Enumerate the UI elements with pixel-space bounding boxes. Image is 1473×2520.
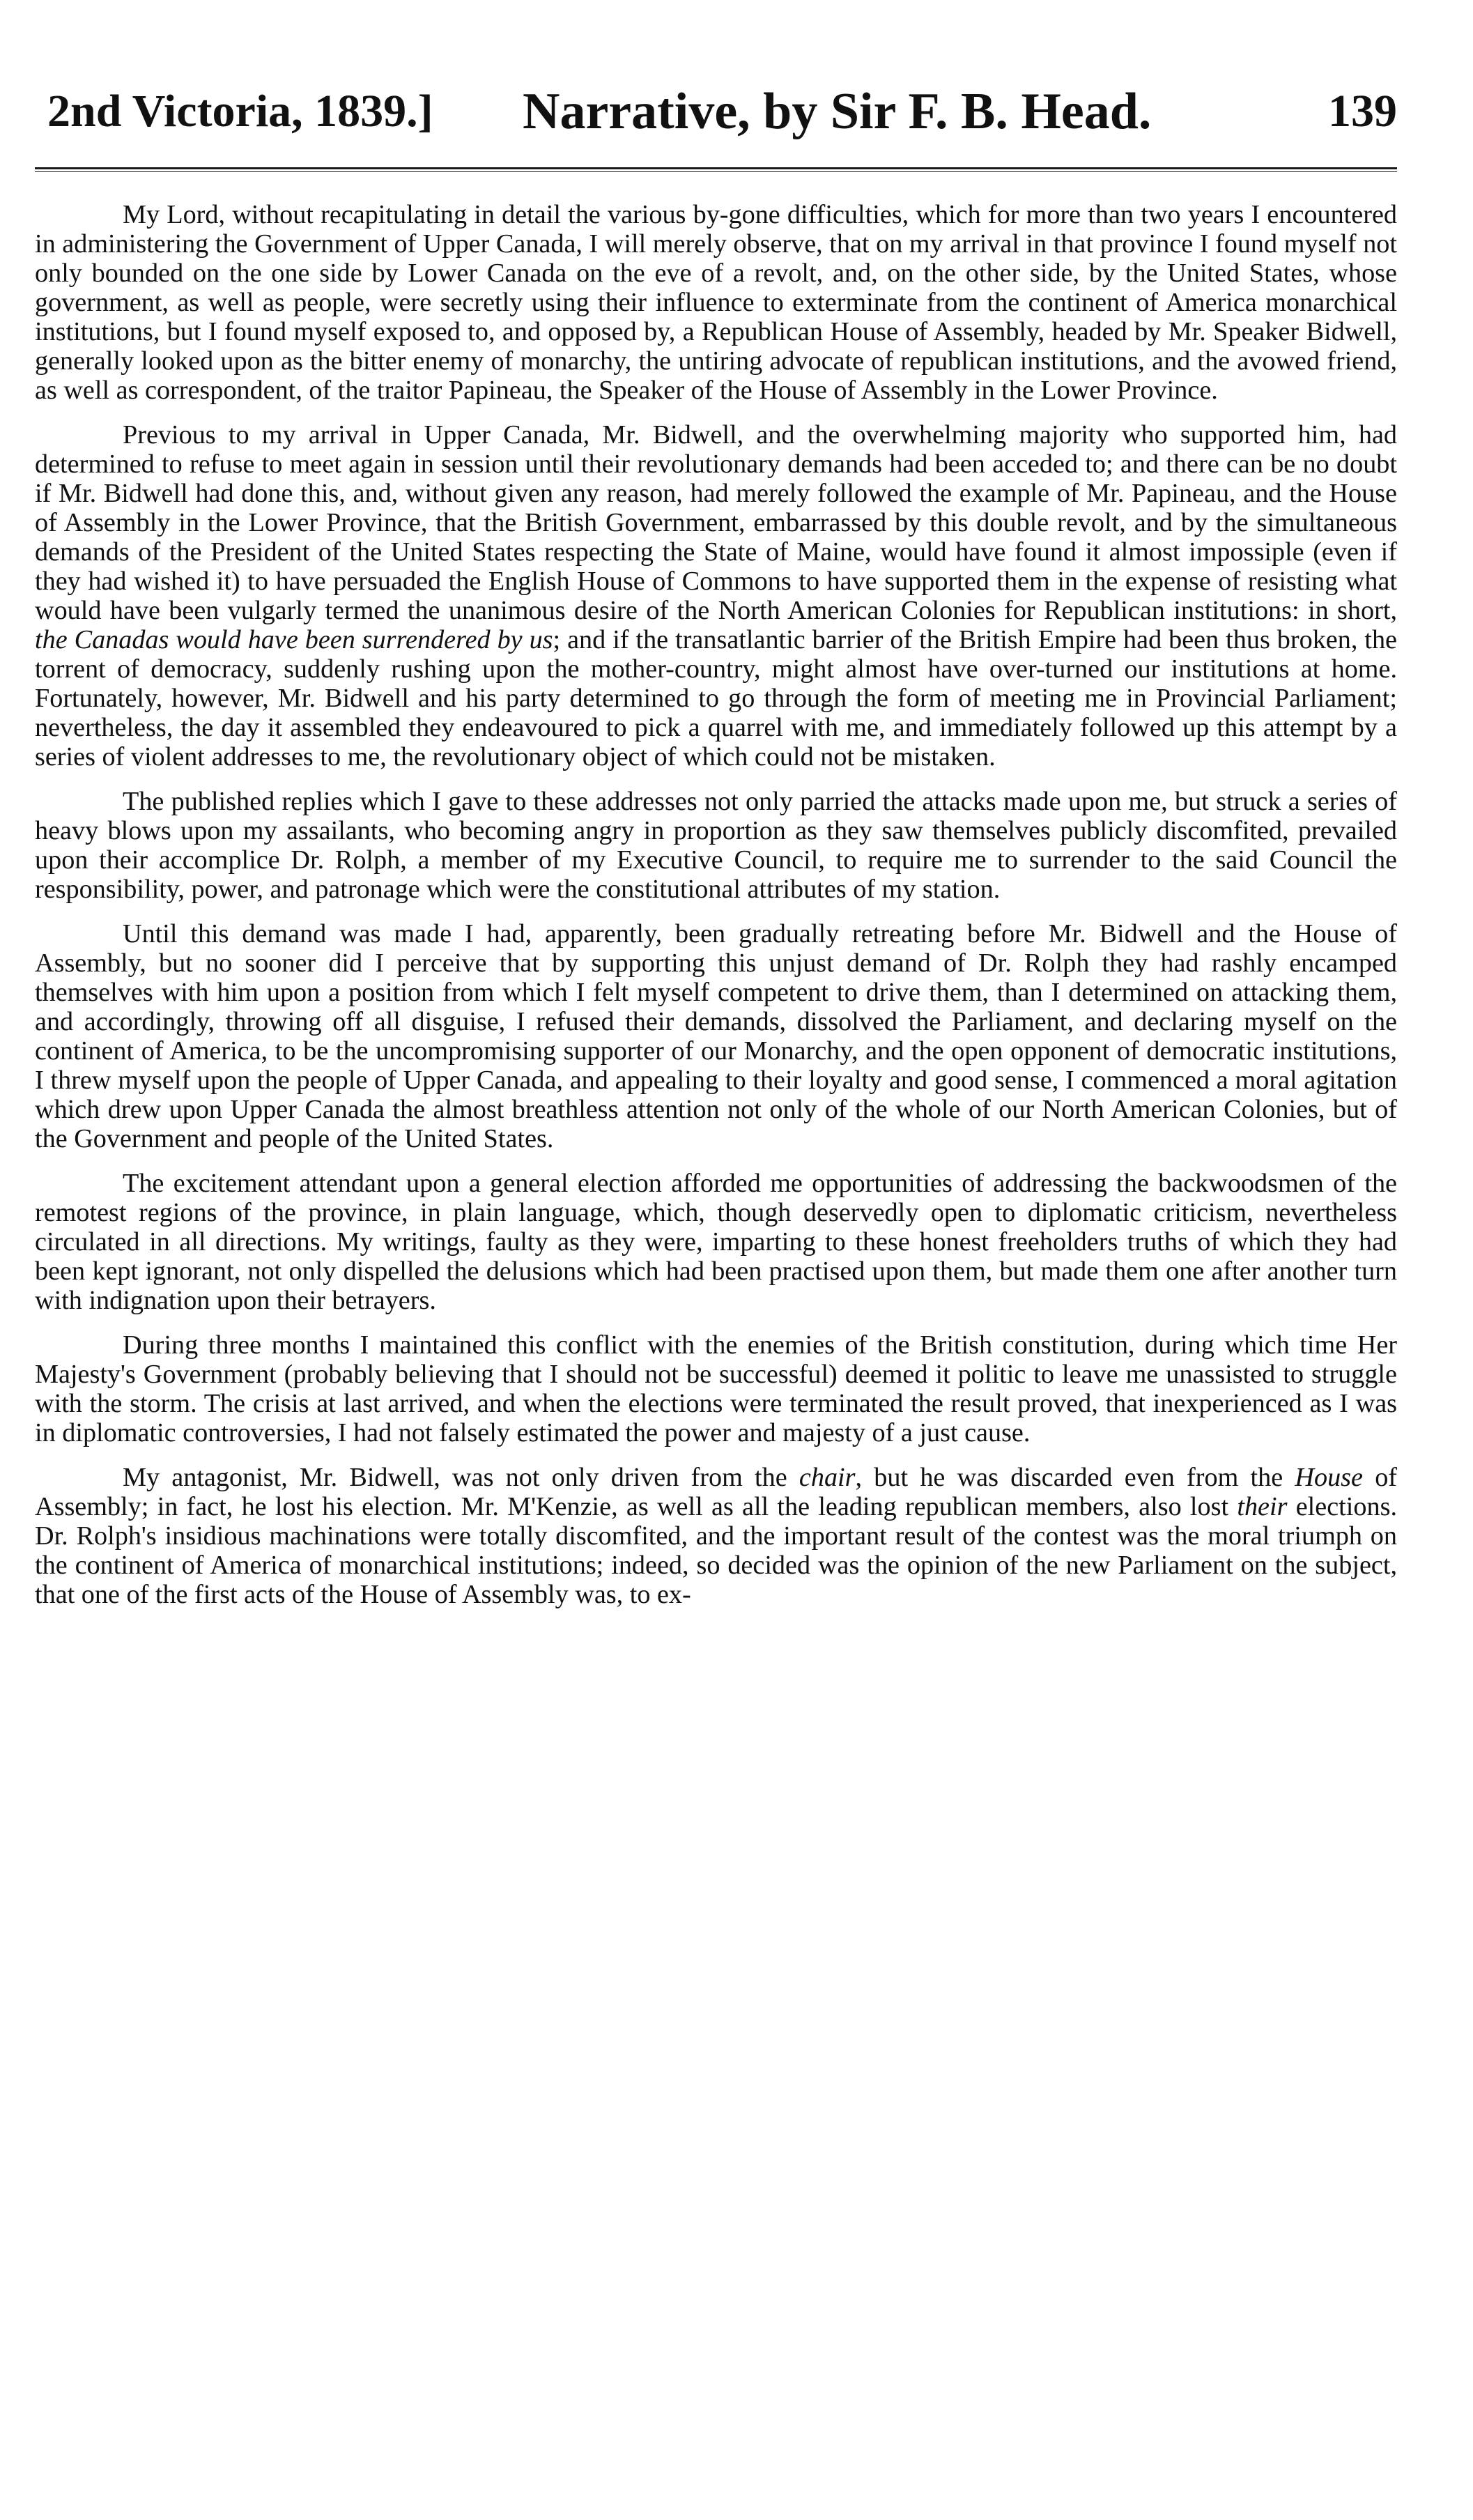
paragraph [35, 200, 1397, 405]
paragraph-text: of Assembly; in fact, he lost his election. Mr. M'Kenzie, as well as all the leading republican members, also lost [35, 1463, 1398, 1521]
italic-text: the Canadas would have been surrendered by us [35, 625, 553, 654]
running-head-title: Narrative, by Sir F. B. Head. [523, 83, 1152, 140]
paragraph [35, 1169, 1397, 1315]
paragraph [35, 787, 1397, 904]
paragraph [35, 1463, 1397, 1609]
paragraph-text: elections. Dr. Rolph's insidious machinations were totally discomfited, and the important result of the contest was the moral triumph on the continent of America of monarchical institutions; indeed, so decided was the opinion of the new Parliament on the subject, that one of the first acts of the House of Assembly was, to ex- [35, 1492, 1397, 1609]
italic-text: House [1295, 1463, 1363, 1492]
paragraph-text: , but he was discarded even from the [855, 1463, 1295, 1492]
paragraph [35, 919, 1397, 1153]
paragraph-text: My antagonist, Mr. Bidwell, was not only driven from the [123, 1463, 799, 1492]
italic-text: chair [799, 1463, 856, 1492]
paragraph-text: Until this demand was made I had, apparently, been gradually retreating before Mr. Bidwell and the House of Assembly, but no sooner did I perceive that by supporting this unjust demand of Dr. Rolph they had rashly encamped themselves with him upon a position from which I felt myself competent to drive them, than I determined on attacking them, and accordingly, throwing off all disguise, I refused their demands, dissolved the Parliament, and declaring myself on the continent of America, to be the uncompromising supporter of our Monarchy, and the open opponent of democratic institutions, I threw myself upon the people of Upper Canada, and appealing to their loyalty and good sense, I commenced a moral agitation which drew upon Upper Canada the almost breathless attention not only of the whole of our North American Colonies, but of the Government and people of the United States. [35, 919, 1397, 1153]
paragraph [35, 420, 1397, 771]
italic-text: their [1237, 1492, 1288, 1521]
body-text [35, 200, 1397, 1609]
paragraph-text: The excitement attendant upon a general election afforded me opportunities of addressing the backwoodsmen of the remotest regions of the province, in plain language, which, though deservedly open to diplomatic criticism, nevertheless circulated in all directions. My writings, faulty as they were, imparting to these honest freeholders truths of which they had been kept ignorant, not only dispelled the delusions which had been practised upon them, but made them one after another turn with indignation upon their betrayers. [35, 1169, 1397, 1315]
paragraph-text: Previous to my arrival in Upper Canada, Mr. Bidwell, and the overwhelming majority who supported him, had determined to refuse to meet again in session until their revolutionary demands had been acceded to; and there can be no doubt if Mr. Bidwell had done this, and, without given any reason, had merely followed the example of Mr. Papineau, and the House of Assembly in the Lower Province, that the British Government, embarrassed by this double revolt, and by the simultaneous demands of the President of the United States respecting the State of Maine, would have found it almost impossiple (even if they had wished it) to have persuaded the English House of Commons to have supported them in the expense of resisting what would have been vulgarly termed the unanimous desire of the North American Colonies for Republican institutions: in short, [35, 420, 1397, 625]
paragraph-text: During three months I maintained this conflict with the enemies of the British constitution, during which time Her Majesty's Government (probably believing that I should not be successful) deemed it politic to leave me unassisted to struggle with the storm. The crisis at last arrived, and when the elections were terminated the result proved, that inexperienced as I was in diplomatic controversies, I had not falsely estimated the power and majesty of a just cause. [35, 1330, 1397, 1447]
paragraph-text: ; and if the transatlantic barrier of the British Empire had been thus broken, the torrent of democracy, suddenly rushing upon the mother-country, might almost have over-turned our institutions at home. Fortunately, however, Mr. Bidwell and his party determined to go through the form of meeting me in Provincial Parliament; nevertheless, the day it assembled they endeavoured to pick a quarrel with me, and immediately followed up this attempt by a series of violent addresses to me, the revolutionary object of which could not be mistaken. [35, 625, 1397, 771]
running-head [35, 70, 1397, 153]
paragraph-text: My Lord, without recapitulating in detail the various by-gone difficulties, which for more than two years I encountered in administering the Government of Upper Canada, I will merely observe, that on my arrival in that province I found myself not only bounded on the one side by Lower Canada on the eve of a revolt, and, on the other side, by the United States, whose government, as well as people, were secretly using their influence to exterminate from the continent of America monarchical institutions, but I found myself exposed to, and opposed by, a Republican House of Assembly, headed by Mr. Speaker Bidwell, generally looked upon as the bitter enemy of monarchy, the untiring advocate of republican institutions, and the avowed friend, as well as correspondent, of the traitor Papineau, the Speaker of the House of Assembly in the Lower Province. [35, 200, 1397, 405]
page-number: 139 [1328, 86, 1397, 137]
running-head-left: 2nd Victoria, 1839.] [47, 86, 433, 137]
paragraph [35, 1330, 1397, 1447]
paragraph-text: The published replies which I gave to these addresses not only parried the attacks made upon me, but struck a series of heavy blows upon my assailants, who becoming angry in proportion as they saw themselves publicly discomfited, prevailed upon their accomplice Dr. Rolph, a member of my Executive Council, to require me to surrender to the said Council the responsibility, power, and patronage which were the constitutional attributes of my station. [35, 787, 1397, 904]
header-rule [35, 167, 1397, 172]
book-page [35, 70, 1397, 1609]
